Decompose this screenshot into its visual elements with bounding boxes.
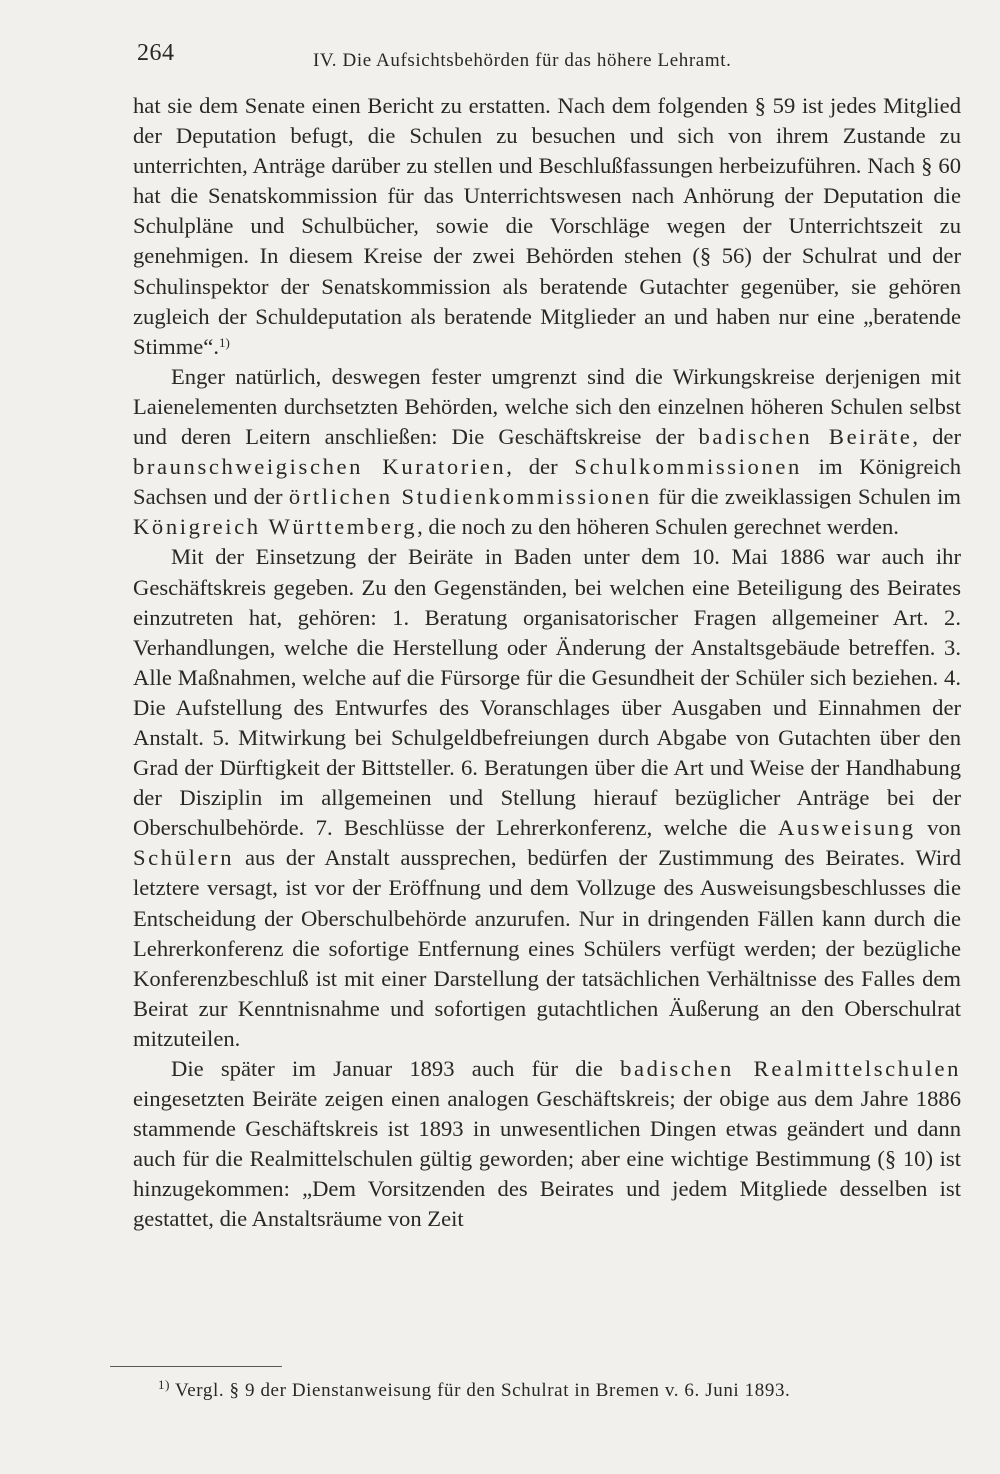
- paragraph-2: [133, 362, 961, 543]
- emphasis-text: örtlichen Studienkommissionen: [288, 484, 652, 510]
- paragraph-4: [133, 1054, 961, 1235]
- paragraph-1: [133, 91, 961, 362]
- paragraph-1-text: hat sie dem Senate einen Bericht zu erstatten. Nach dem folgenden § 59 ist jedes Mitglied der Deputation befugt, die Schulen zu besuchen und sich von ihrem Zustande zu unterrichten, Anträge darüber zu stellen und Beschlußfassungen herbeizuführen. Nach § 60 hat die Senatskommission für das Unterrichtswesen nach Anhörung der Deputation die Schulpläne und Schulbücher, sowie die Vorschläge wegen der Unterrichtszeit zu genehmigen. In diesem Kreise der zwei Behörden stehen (§ 56) der Schulrat und der Schulinspektor der Senatskommission als beratende Gutachter gegenüber, sie gehören zugleich der Schuldeputation als beratende Mitglieder an und haben nur eine „beratende Stimme“.: [133, 93, 961, 359]
- emphasis-text: braunschweigischen Kuratorien: [133, 454, 507, 480]
- footnote-marker: 1): [158, 1377, 171, 1392]
- paragraph-4-text: Die später im Januar 1893 auch für die: [171, 1056, 621, 1081]
- running-header: IV. Die Aufsichtsbehörden für das höhere Lehramt.: [313, 50, 732, 71]
- paragraph-3: [133, 542, 961, 1054]
- body-text: [133, 91, 961, 1235]
- paragraph-3-text: Mit der Einsetzung der Beiräte in Baden unter dem 10. Mai 1886 war auch ihr Geschäftskreis gegeben. Zu den Gegenständen, bei welchen eine Beteiligung des Beirates einzutreten hat, gehören: 1. Beratung organisatorischer Fragen allgemeiner Art. 2. Verhandlungen, welche die Herstellung oder Änderung der Anstaltsgebäude betreffen. 3. Alle Maßnahmen, welche auf die Fürsorge für die Gesundheit der Schüler sich beziehen. 4. Die Aufstellung des Entwurfes des Voranschlages über Ausgaben und Einnahmen der Anstalt. 5. Mitwirkung bei Schulgeldbefreiungen durch Abgabe von Gutachten über den Grad der Dürftigkeit der Bittsteller. 6. Beratungen über die Art und Weise der Handhabung der Disziplin im allgemeinen und Stellung hierauf bezüglicher Anträge bei der Oberschulbehörde. 7. Beschlüsse der Lehrerkonferenz, welche die: [133, 544, 961, 841]
- footnote-rule: [110, 1366, 282, 1367]
- paragraph-2-text: , der: [912, 424, 961, 450]
- emphasis-text: Ausweisung: [777, 815, 916, 841]
- paragraph-2-text: im Königreich Sachsen und der: [133, 454, 961, 510]
- emphasis-text: badischen Realmittelschulen: [620, 1056, 962, 1081]
- paragraph-2-text: für die zweiklassigen Schulen im: [651, 484, 961, 510]
- paragraph-4-text: eingesetzten Beiräte zeigen einen analogen Geschäftskreis; der obige aus dem Jahre 1886 stammende Geschäftskreis ist 1893 in unwesentlichen Dingen etwas geändert und dann auch für die Realmittelschulen gültig geworden; aber eine wichtige Bestimmung (§ 10) ist hinzugekommen: „Dem Vorsitzenden des Beirates und jedem Mitgliede desselben ist gestattet, die Anstaltsräume von Zeit: [133, 1086, 961, 1232]
- footnote-text: Vergl. § 9 der Dienstanweisung für den Schulrat in Bremen v. 6. Juni 1893.: [170, 1380, 791, 1401]
- page-number: 264: [137, 40, 175, 66]
- emphasis-text: Königreich Württemberg: [133, 514, 418, 540]
- paragraph-3-text: aus der Anstalt aussprechen, bedürfen der Zustimmung des Beirates. Wird letztere versagt, ist vor der Eröffnung und dem Vollzuge des Ausweisungsbeschlusses die Entscheidung der Oberschulbehörde anzurufen. Nur in dringenden Fällen kann durch die Lehrerkonferenz die sofortige Entfernung eines Schülers verfügt werden; der bezügliche Konferenzbeschluß ist mit einer Darstellung der tatsächlichen Verhältnisse des Falles dem Beirat zur Kenntnisnahme und sofortigen gutachtlichen Äußerung an den Oberschulrat mitzuteilen.: [133, 845, 961, 1051]
- footnote-reference: 1): [218, 334, 230, 350]
- emphasis-text: Schulkommissionen: [574, 454, 802, 480]
- emphasis-text: badischen Beiräte: [698, 424, 913, 450]
- paragraph-2-text: , der: [506, 454, 575, 480]
- emphasis-text: Schülern: [133, 845, 235, 871]
- footnote: [158, 1377, 791, 1402]
- paragraph-2-text: , die noch zu den höheren Schulen gerechnet werden.: [417, 514, 899, 540]
- paragraph-2-text: Enger natürlich, deswegen fester umgrenzt sind die Wirkungskreise derjenigen mit Laienelementen durchsetzten Behörden, welche sich den einzelnen höheren Schulen selbst und deren Leitern anschließen: Die Geschäftskreise der: [133, 363, 961, 450]
- paragraph-3-text: von: [915, 815, 961, 841]
